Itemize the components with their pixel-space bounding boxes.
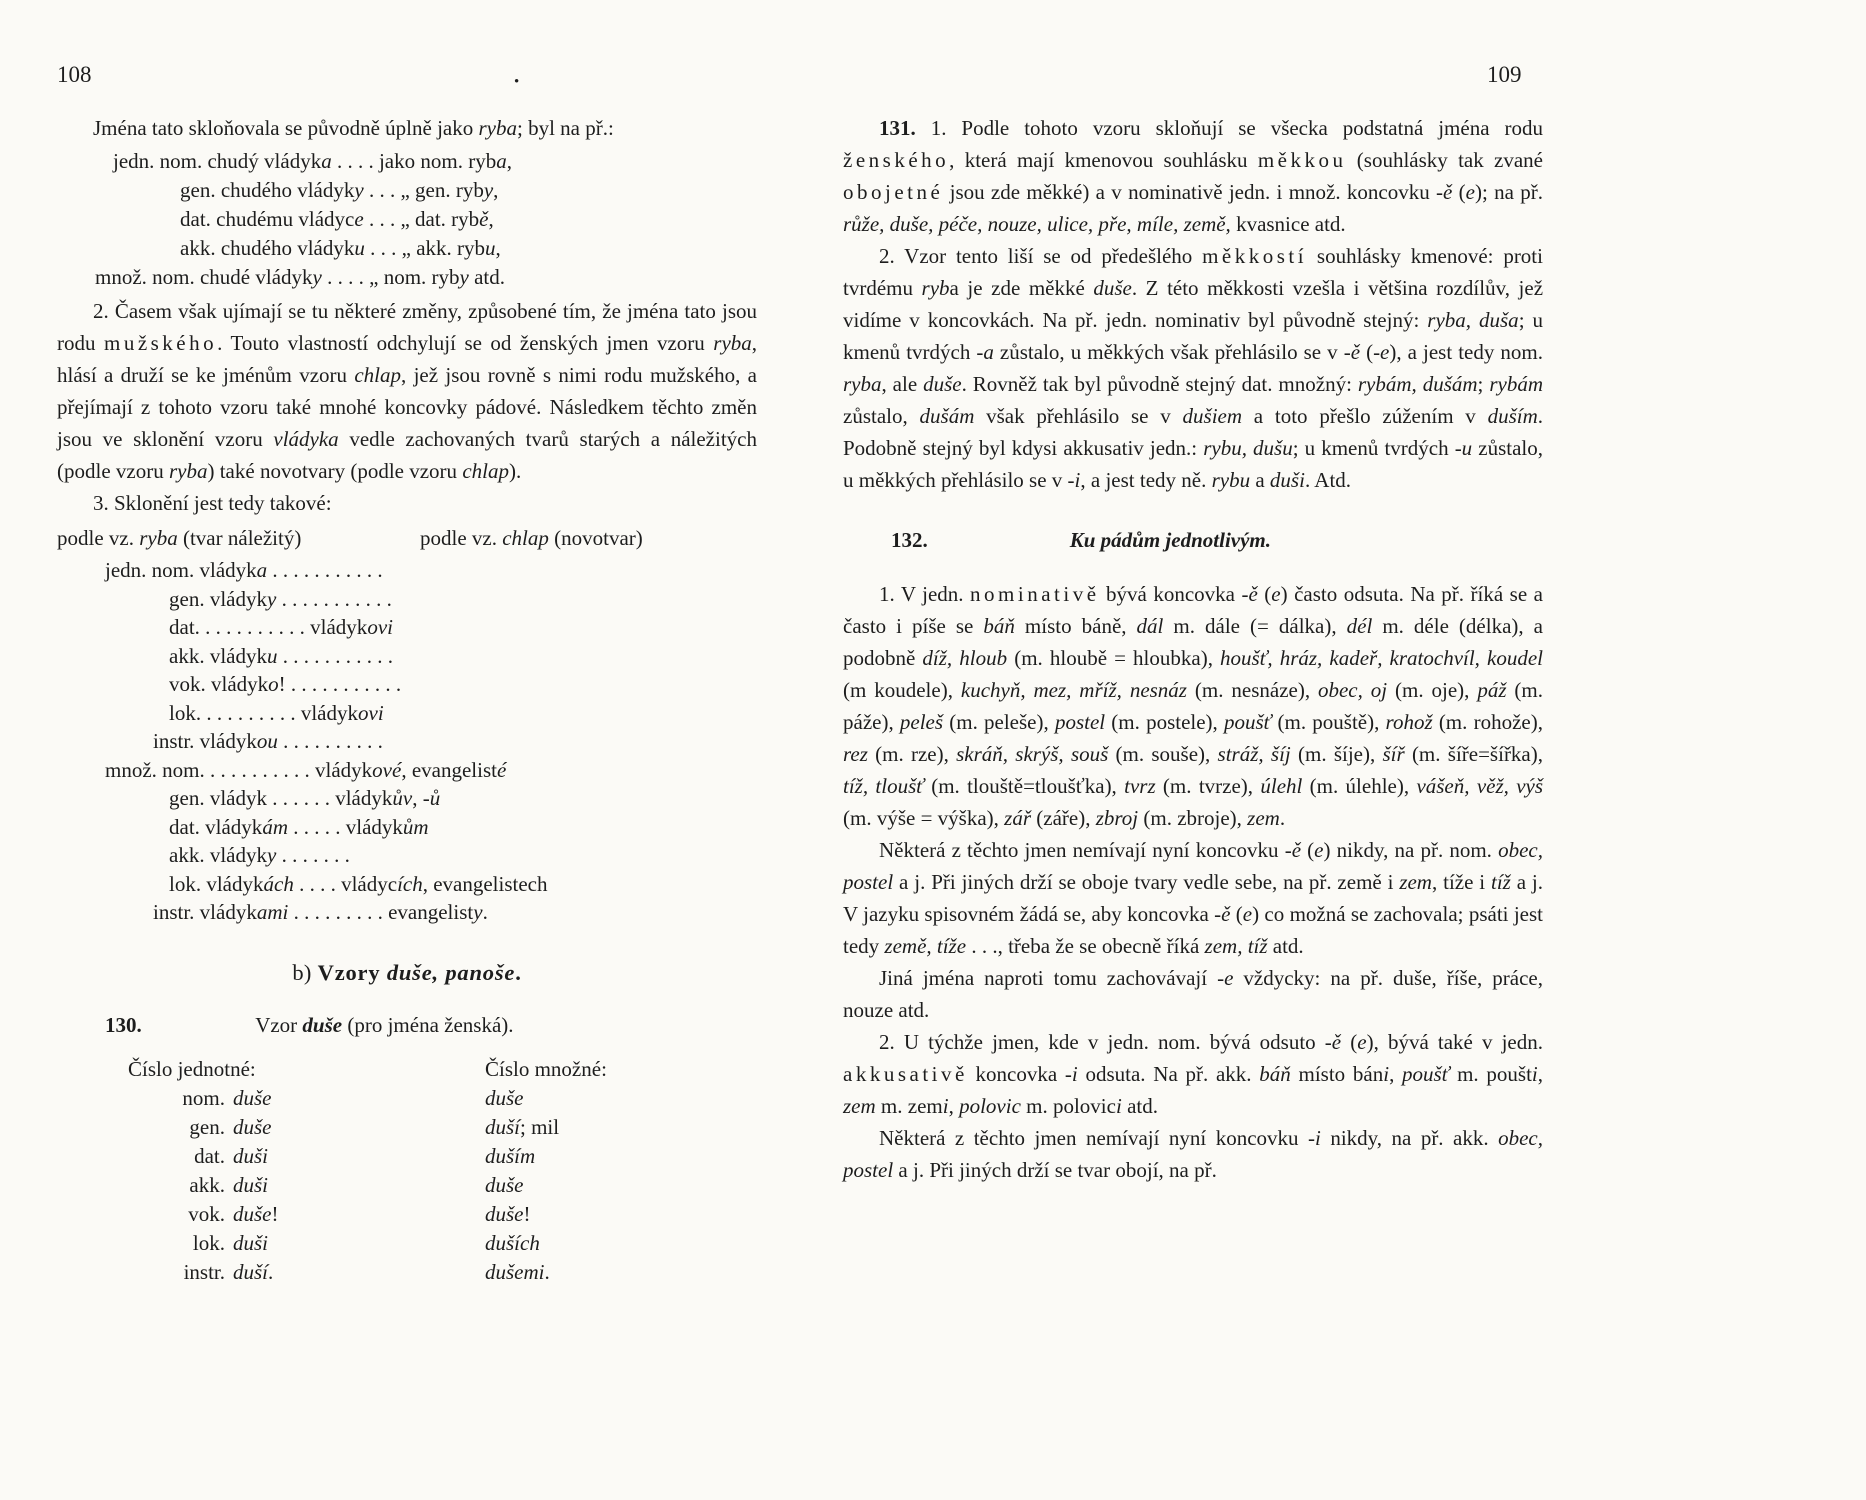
declension-line: vok. vládyko! . . . . . . . . . . . xyxy=(169,672,402,696)
table-row xyxy=(57,1084,757,1113)
declension-line: akk. chudého vládyku . . . „ akk. rybu, xyxy=(180,236,501,260)
section-heading-b: b) Vzory duše, panoše. xyxy=(292,959,522,985)
plural-form: duše xyxy=(485,1172,524,1197)
section-130-heading xyxy=(57,1009,757,1041)
declension-line: dat. chudému vládyce . . . „ dat. rybě, xyxy=(180,207,494,231)
page-108 xyxy=(57,112,757,1287)
paragraph-3: 3. Sklonění jest tedy takové: xyxy=(93,491,332,515)
declension-line: dat. . . . . . . . . . . vládykovi xyxy=(169,615,393,639)
singular-form: duší. xyxy=(233,1259,274,1284)
declension-line: gen. chudého vládyky . . . „ gen. ryby, xyxy=(180,178,499,202)
singular-form: duši xyxy=(233,1230,269,1255)
section-title: Vzor duše (pro jména ženská). xyxy=(255,1012,514,1037)
declension-line: lok. vládykách . . . . vládycích, evangelistech xyxy=(169,871,548,896)
paragraph-2: 2. Časem však ujímají se tu některé změny, způsobené tím, že jména tato jsou rodu mužského. Touto vlastností odchylují se od ženských jmen vzoru ryba, hlásí a druží se ke jménům vzoru chlap, jež jsou rovně s nimi rodu mužského, a přejímají z tohoto vzoru také mnohé koncovky pádové. Následkem těchto změn jsou ve sklonění vzoru vládyka vedle zachovaných tvarů starých a náležitých (podle vzoru ryba) také novotvary (podle vzoru chlap). xyxy=(57,299,758,483)
singular-form: duši xyxy=(233,1143,269,1168)
table-row xyxy=(57,1113,757,1142)
declension-line: dat. vládykám . . . . . vládykům xyxy=(169,814,429,839)
declension-example-chudy-vladyka xyxy=(57,147,757,292)
plural-form: duše xyxy=(485,1085,524,1110)
plural-form: duším xyxy=(485,1143,536,1168)
page-number-right: 109 xyxy=(1487,62,1522,87)
declension-line: instr. vládykami . . . . . . . . . evangelisty. xyxy=(153,900,488,924)
singular-form: duši xyxy=(233,1172,269,1197)
declension-line: gen. vládyk . . . . . . vládykův, -ů xyxy=(169,786,441,810)
paradigm-header-ryba: podle vz. ryba (tvar náležitý) xyxy=(57,526,302,550)
case-label: instr. xyxy=(183,1259,225,1284)
table-row xyxy=(57,1229,757,1258)
section-number: 132. xyxy=(891,528,928,552)
declension-table-vladyka xyxy=(57,556,757,927)
declension-line: lok. . . . . . . . . . vládykovi xyxy=(169,700,384,725)
case-label: akk. xyxy=(189,1172,225,1197)
declension-line: jedn. nom. chudý vládyka . . . . jako nom. ryba, xyxy=(113,149,512,173)
plural-form: duších xyxy=(485,1230,540,1255)
paragraph-131-2: 2. Vzor tento liší se od předešlého měkkostí souhlásky kmenové: proti tvrdému ryba je zde měkké duše. Z této měkkosti vzešla i většina rozdílův, jež vidíme v koncovkách. Na př. jedn. nominativ byl původně stejný: ryba, duša; u kmenů tvrdých -a zůstalo, u měkkých však přehlásilo se v -ě (-e), a jest tedy nom. ryba, ale duše. Rovněž tak byl původně stejný dat. množný: rybám, dušám; rybám zůstalo, dušám však přehlásilo se v dušiem a toto přešlo zúžením v duším. Podobně stejný byl kdysi akkusativ jedn.: rybu, dušu; u kmenů tvrdých -u zůstalo, u měkkých přehlásilo se v -i, a jest tedy ně. rybu a duši. Atd. xyxy=(843,244,1544,492)
case-label: lok. xyxy=(192,1230,225,1255)
duse-table-headers xyxy=(57,1055,757,1084)
paragraph-132-2: Některá z těchto jmen nemívají nyní koncovku -ě (e) nikdy, na př. nom. obec, postel a j. Při jiných drží se oboje tvary vedle sebe, na př. země i zem, tíže i tíž a j. V jazyku spisovném žádá se, aby koncovka -ě (e) co možná se zachovala; psáti jest tedy země, tíže . . ., třeba že se obecně říká zem, tíž atd. xyxy=(843,838,1543,958)
table-row xyxy=(57,1200,757,1229)
declension-line: instr. vládykou . . . . . . . . . . xyxy=(153,729,383,753)
declension-line: množ. nom. . . . . . . . . . . vládykové, evangelisté xyxy=(105,757,507,782)
duse-header-singular: Číslo jednotné: xyxy=(128,1056,256,1081)
case-label: vok. xyxy=(188,1201,225,1226)
declension-line: množ. nom. chudé vládyky . . . . „ nom. ryby atd. xyxy=(95,265,506,289)
table-row xyxy=(57,1142,757,1171)
paragraph-132-1: 1. V jedn. nominativě bývá koncovka -ě (e) často odsuta. Na př. říká se a často i píše se báň místo báně, dál m. dále (= dálka), dél m. déle (délka), a podobně díž, hloub (m. hloubě = hloubka), houšť, hráz, kadeř, kratochvíl, koudel (m koudele), kuchyň, mez, mříž, nesnáz (m. nesnáze), obec, oj (m. oje), páž (m. páže), peleš (m. peleše), postel (m. postele), poušť (m. pouště), rohož (m. rohože), rez (m. rze), skráň, skrýš, souš (m. souše), stráž, šíj (m. šíje), šíř (m. šíře=šířka), tíž, tloušť (m. tlouště=tloušťka), tvrz (m. tvrze), úlehl (m. úlehle), vášeň, věž, výš (m. výše = výška), zář (záře), zbroj (m. zbroje), zem. xyxy=(843,582,1544,830)
declension-line: jedn. nom. vládyka . . . . . . . . . . . xyxy=(105,558,383,582)
declension-line: akk. vládyku . . . . . . . . . . . xyxy=(169,643,393,668)
header-dot: • xyxy=(514,74,520,90)
singular-form: duše xyxy=(233,1114,272,1139)
declension-line: akk. vládyky . . . . . . . xyxy=(169,843,350,867)
section-132-heading xyxy=(843,524,1543,556)
page-109 xyxy=(843,112,1543,1186)
table-row xyxy=(57,1258,757,1287)
paragraph-132-4: 2. U týchže jmen, kde v jedn. nom. bývá odsuto -ě (e), bývá také v jedn. akkusativě koncovka -i odsuta. Na př. akk. báň místo báni, poušť m. poušti, zem m. zemi, polovic m. polovici atd. xyxy=(843,1030,1544,1118)
case-label: gen. xyxy=(189,1114,225,1139)
paragraph-131: 131. 1. Podle tohoto vzoru skloňují se všecka podstatná jména rodu ženského, která mají kmenovou souhlásku měkkou (souhlásky tak zvané obojetné jsou zde měkké) a v nominativě jedn. i množ. koncovku -ě (e); na př. růže, duše, péče, nouze, ulice, pře, míle, země, kvasnice atd. xyxy=(843,116,1543,236)
duse-header-plural: Číslo množné: xyxy=(485,1056,607,1081)
duse-declension-table xyxy=(57,1055,757,1287)
paradigm-column-headers xyxy=(57,522,757,554)
case-label: nom. xyxy=(182,1085,225,1110)
declension-line: gen. vládyky . . . . . . . . . . . xyxy=(169,586,392,611)
plural-form: dušemi. xyxy=(485,1259,550,1284)
page-number-left: 108 xyxy=(57,62,92,87)
paragraph-132-5: Některá z těchto jmen nemívají nyní koncovku -i nikdy, na př. akk. obec, postel a j. Při jiných drží se tvar obojí, na př. xyxy=(843,1126,1543,1182)
paradigm-header-chlap: podle vz. chlap (novotvar) xyxy=(420,526,643,550)
intro-paragraph: Jména tato skloňovala se původně úplně jako ryba; byl na př.: xyxy=(93,116,614,140)
singular-form: duše! xyxy=(233,1201,279,1226)
table-row xyxy=(57,1171,757,1200)
plural-form: duší; mil xyxy=(485,1114,560,1139)
section-title: Ku pádům jednotlivým. xyxy=(1069,528,1271,552)
section-number: 130. xyxy=(105,1012,142,1037)
case-label: dat. xyxy=(194,1143,225,1168)
singular-form: duše xyxy=(233,1085,272,1110)
paragraph-132-3: Jiná jména naproti tomu zachovávají -e vždycky: na př. duše, říše, práce, nouze atd. xyxy=(843,966,1543,1022)
plural-form: duše! xyxy=(485,1201,531,1226)
